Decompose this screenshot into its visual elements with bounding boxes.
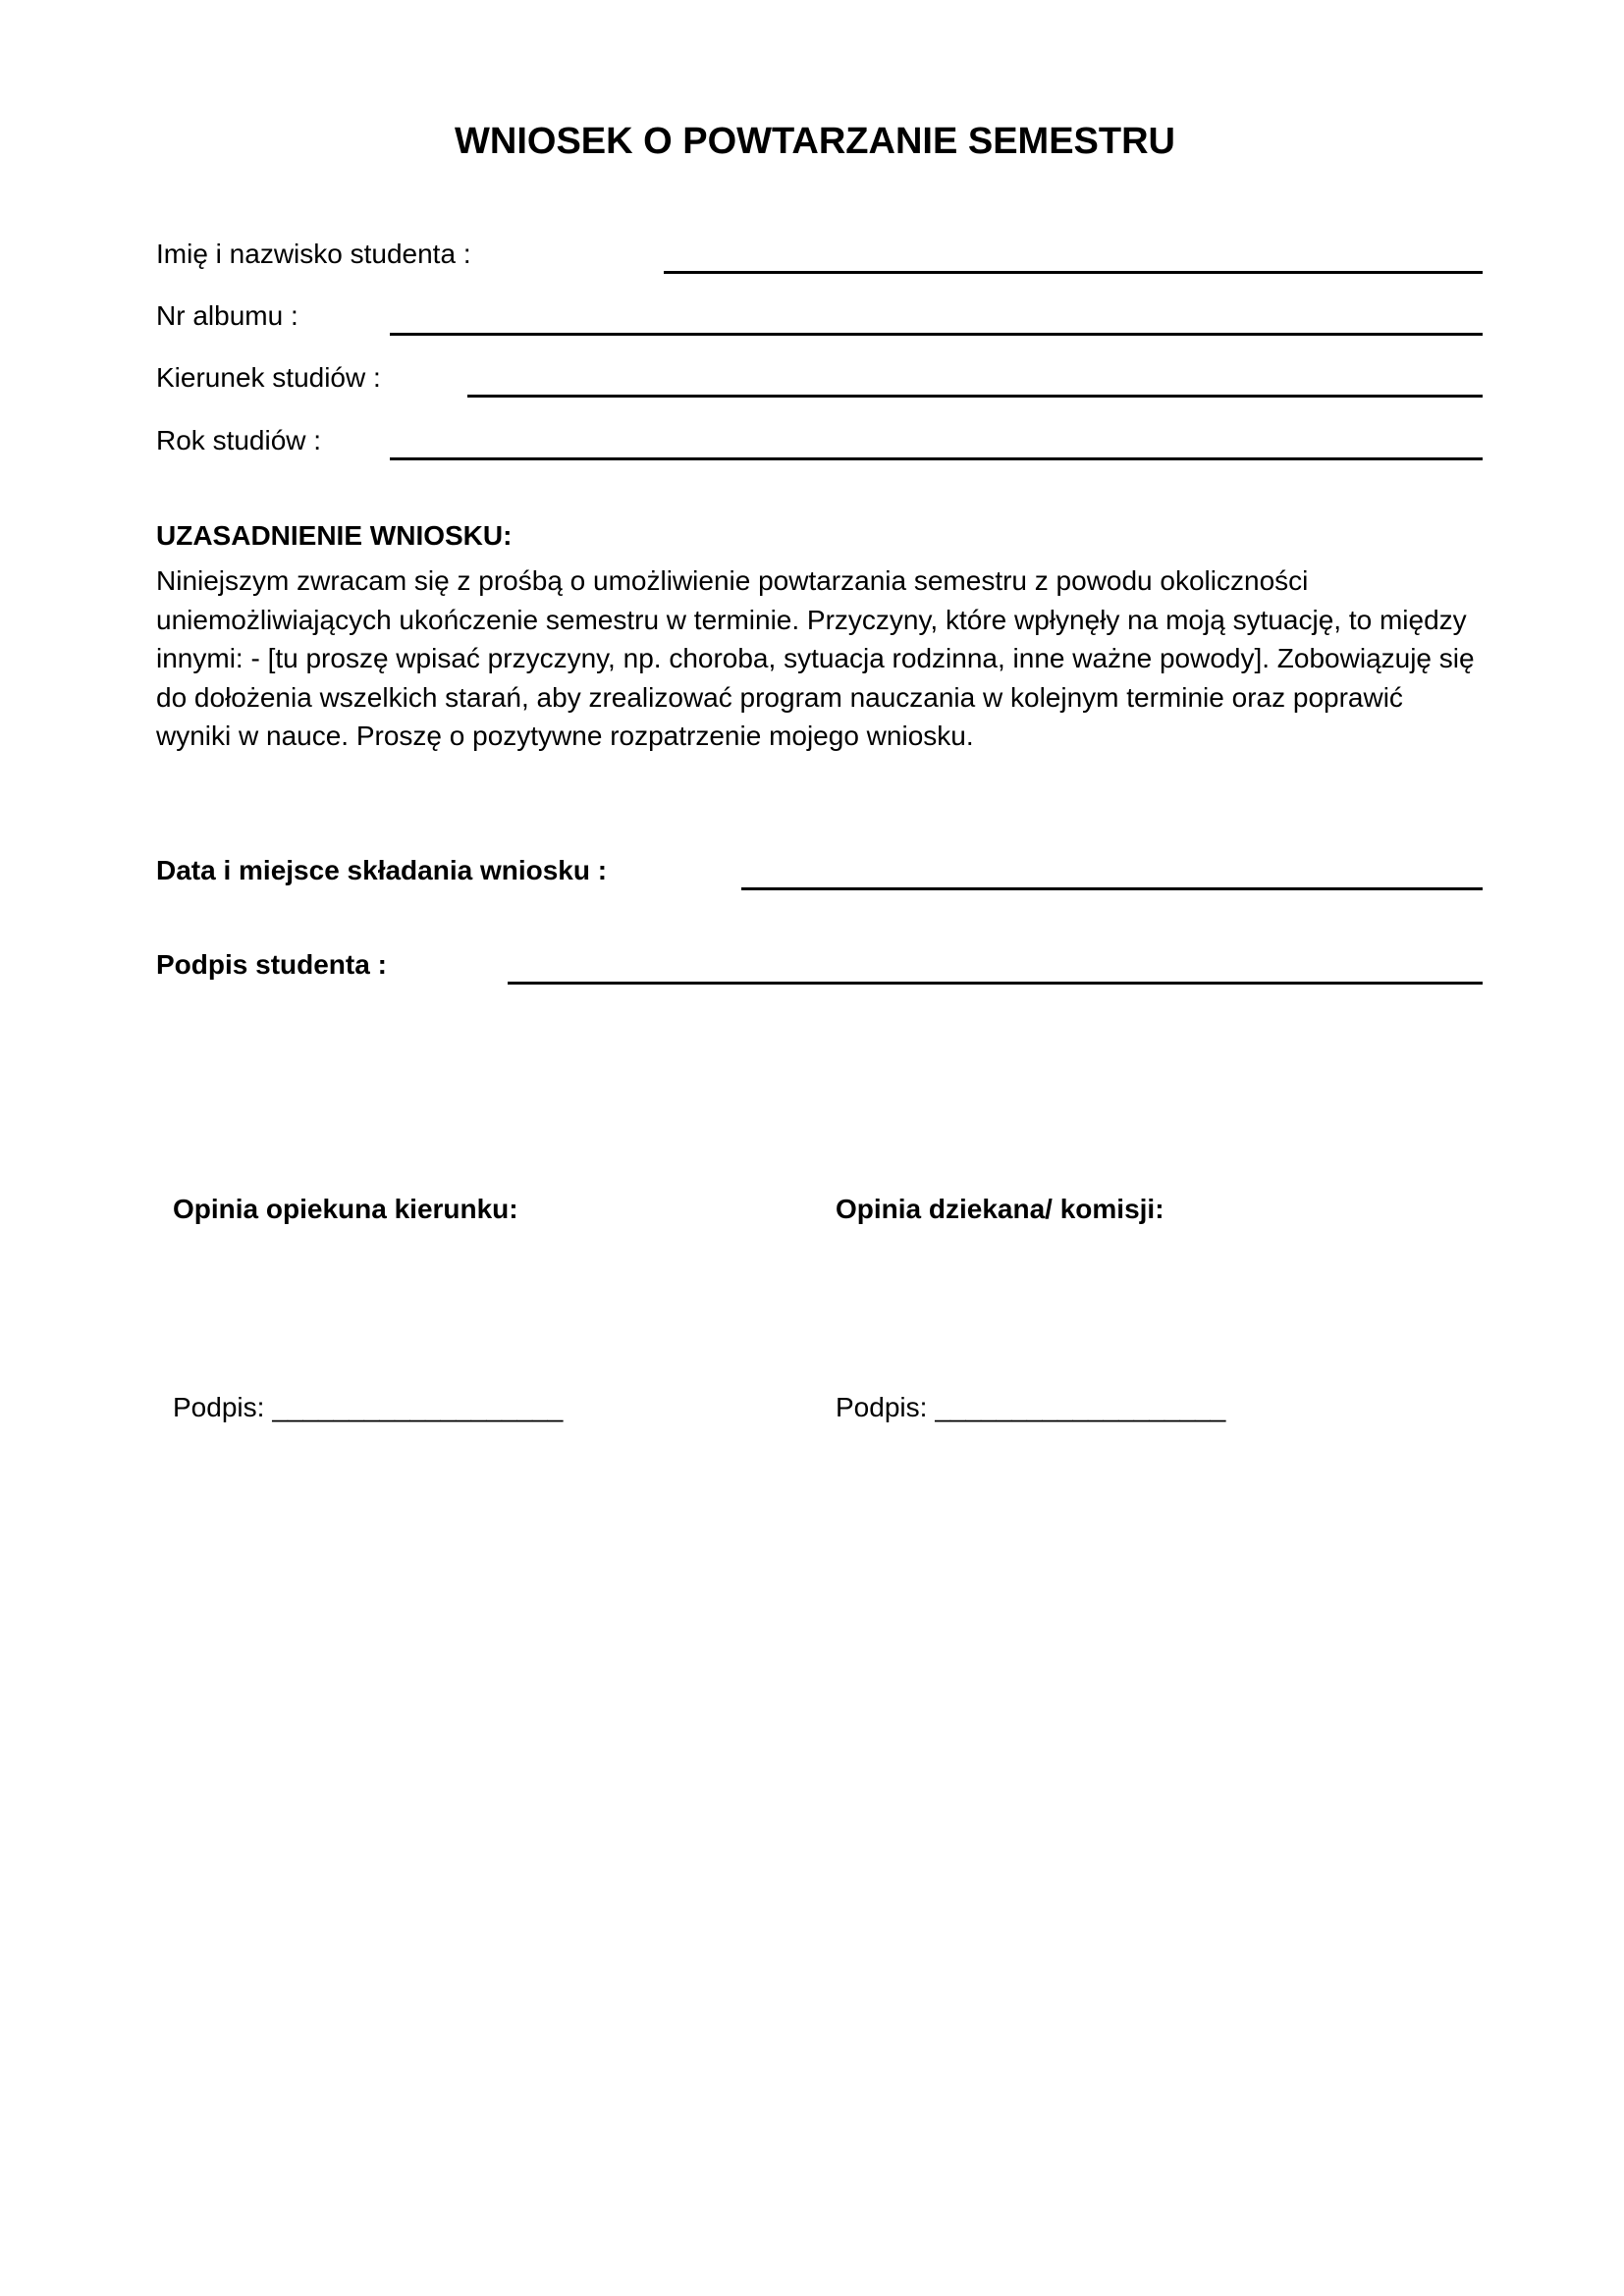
- year-of-study-field[interactable]: [390, 457, 1483, 460]
- student-signature-field[interactable]: [508, 982, 1483, 985]
- date-place-field[interactable]: [741, 887, 1483, 890]
- field-of-study-field[interactable]: [467, 395, 1483, 398]
- student-name-label: Imię i nazwisko studenta :: [156, 239, 471, 269]
- student-signature-label: Podpis studenta :: [156, 949, 387, 980]
- dean-signature-label: Podpis:: [836, 1392, 928, 1422]
- justification-line: innymi: - [tu proszę wpisać przyczyny, np. choroba, sytuacja rodzinna, inne ważne powody]. Zobowiązuję się: [156, 643, 1475, 673]
- album-number-label: Nr albumu :: [156, 300, 298, 331]
- supervisor-signature-field[interactable]: ___________________: [272, 1392, 564, 1422]
- justification-line: Niniejszym zwracam się z prośbą o umożliwienie powtarzania semestru z powodu okoliczności: [156, 565, 1309, 596]
- date-place-label: Data i miejsce składania wniosku :: [156, 855, 608, 885]
- supervisor-signature: [173, 1391, 563, 1424]
- justification-line: uniemożliwiających ukończenie semestru w terminie. Przyczyny, które wpłynęły na moją sytuację, to między: [156, 604, 1467, 635]
- supervisor-signature-label: Podpis:: [173, 1392, 265, 1422]
- justification-line: wyniki w nauce. Proszę o pozytywne rozpatrzenie mojego wniosku.: [156, 721, 974, 751]
- justification-text: [156, 561, 1531, 756]
- year-of-study-label: Rok studiów :: [156, 425, 322, 455]
- justification-line: do dołożenia wszelkich starań, aby zrealizować program nauczania w kolejnym terminie oraz poprawić: [156, 681, 1403, 713]
- student-name-field[interactable]: [664, 271, 1483, 274]
- dean-signature-field[interactable]: ___________________: [935, 1392, 1226, 1422]
- supervisor-opinion-heading: Opinia opiekuna kierunku:: [173, 1194, 518, 1224]
- document-title: WNIOSEK O POWTARZANIE SEMESTRU: [455, 121, 1175, 162]
- dean-opinion-heading: Opinia dziekana/ komisji:: [836, 1194, 1164, 1224]
- justification-heading: UZASADNIENIE WNIOSKU:: [156, 520, 513, 551]
- field-of-study-label: Kierunek studiów :: [156, 362, 381, 393]
- album-number-field[interactable]: [390, 333, 1483, 336]
- dean-signature: [836, 1391, 1225, 1424]
